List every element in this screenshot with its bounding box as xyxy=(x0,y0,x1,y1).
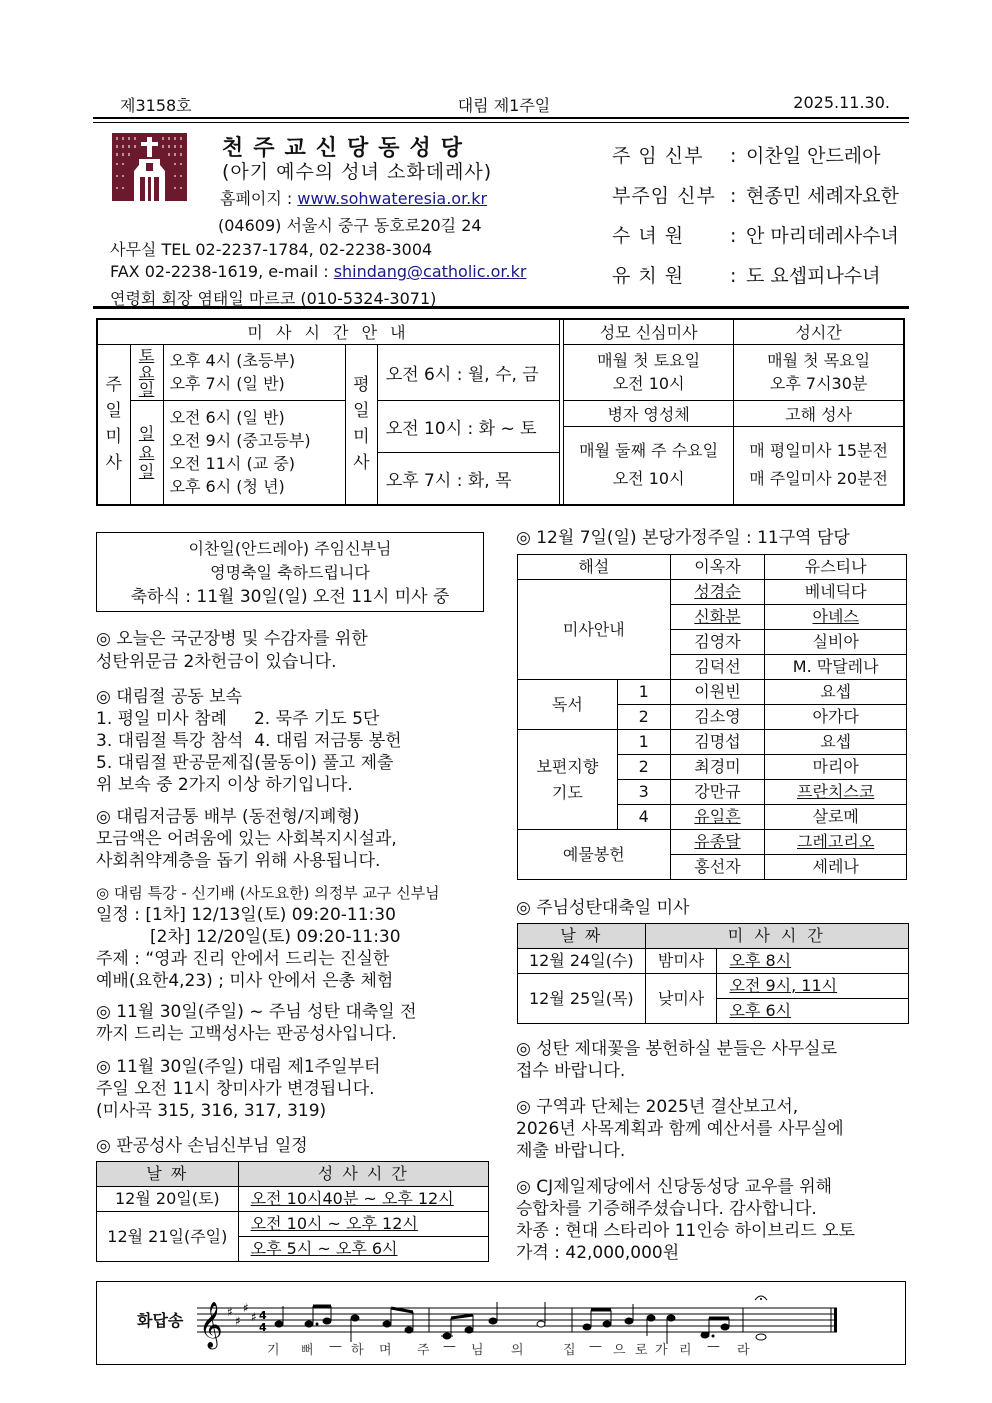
christmas-mass-type: 밤미사 xyxy=(645,949,717,974)
office-phone: 사무실 TEL 02-2237-1784, 02-2238-3004 xyxy=(110,240,433,259)
order-number: 2 xyxy=(617,755,670,780)
column-header: 날 짜 xyxy=(97,1162,239,1187)
christmas-mass-type: 낮미사 xyxy=(645,974,717,1024)
time-signature: 4 xyxy=(259,1309,267,1322)
lyric-syllable: 으 xyxy=(613,1343,626,1358)
christmas-mass-time: 오전 9시, 11시 xyxy=(717,974,909,999)
weekday-mass-time: 오전 10시 : 화 ~ 토 xyxy=(377,400,559,452)
marian-mass-info: 매월 첫 토요일 오전 10시 xyxy=(564,344,734,400)
lyric-syllable: 님 xyxy=(471,1343,484,1358)
staff-assistant-pastor: 부주임 신부 : 현종민 세례자요한 xyxy=(612,181,899,208)
weekday-mass-time: 오전 6시 : 월, 수, 금 xyxy=(377,344,559,400)
church-name: 천주교신당동성당 xyxy=(222,136,473,161)
church-logo-icon xyxy=(112,133,187,201)
staff-name: 이찬일 안드레아 xyxy=(746,145,881,167)
baptism-name: M. 막달레나 xyxy=(765,655,907,680)
lyric-syllable: 주 xyxy=(417,1343,430,1358)
holy-hour-title: 성시간 xyxy=(734,319,904,344)
notice-advent-penance: ◎ 대림절 공동 보속 1. 평일 미사 참례 2. 묵주 기도 5단 3. 대림절 특강 참석 4. 대림 저금통 봉헌 5. 대림절 판공문제집(물동이) 풀고 제출 위 보속 중 2가지 이상 하기입니다. xyxy=(96,687,402,795)
member-name: 김영자 xyxy=(670,630,765,655)
role-cell: 예물봉헌 xyxy=(518,830,671,880)
baptism-name: 요셉 xyxy=(765,680,907,705)
baptism-name: 실비아 xyxy=(765,630,907,655)
lyric-syllable: — xyxy=(443,1339,456,1354)
notice-advent-coin-bank: ◎ 대림저금통 배부 (동전형/지폐형) 모금액은 어려움에 있는 사회복지시설과, 사회취약계층을 돕기 위해 사용됩니다. xyxy=(96,807,397,871)
member-name: 김명섭 xyxy=(670,730,765,755)
table-row xyxy=(518,974,909,999)
member-name: 홍선자 xyxy=(670,855,765,880)
order-number: 1 xyxy=(617,680,670,705)
funeral-council-contact: 연령회 회장 염태일 마르코 (010-5324-3071) xyxy=(110,289,437,308)
order-number: 1 xyxy=(617,730,670,755)
time-signature: 4 xyxy=(259,1321,267,1334)
member-name: 유일흔 xyxy=(670,805,765,830)
member-name: 성경순 xyxy=(670,580,765,605)
mass-time: 오전 9시 (중고등부) xyxy=(169,431,311,451)
staff-name: 현종민 세례자요한 xyxy=(746,185,899,207)
lyric-syllable: 집 xyxy=(563,1343,576,1358)
sunday-mass-times xyxy=(163,400,345,505)
confession-schedule-table xyxy=(96,1161,489,1262)
christmas-mass-time: 오후 8시 xyxy=(717,949,909,974)
staff-role: 수 녀 원 xyxy=(612,225,685,247)
table-row xyxy=(518,830,907,855)
treble-clef-icon: 𝄞 xyxy=(199,1302,223,1348)
baptism-name: 요셉 xyxy=(765,730,907,755)
member-name: 유종달 xyxy=(670,830,765,855)
mass-time: 오전 6시 (일 반) xyxy=(169,408,285,428)
baptism-name: 베네딕다 xyxy=(765,580,907,605)
liturgical-title: 대림 제1주일 xyxy=(457,96,551,115)
member-name: 이원빈 xyxy=(670,680,765,705)
mass-time: 오후 7시 (일 반) xyxy=(169,374,285,393)
notice-mass-setting-change: ◎ 11월 30일(주일) 대림 제1주일부터 주일 오전 11시 창미사가 변경됩니다. (미사곡 315, 316, 317, 319) xyxy=(96,1057,381,1121)
table-row xyxy=(518,555,907,580)
christmas-mass-table xyxy=(517,923,909,1024)
column-header: 미 사 시 간 xyxy=(645,924,908,949)
staff-name: 도 요셉피나수녀 xyxy=(746,265,881,287)
role-cell: 보편지향 기도 xyxy=(518,730,618,830)
role-cell: 독서 xyxy=(518,680,618,730)
mass-time: 오전 11시 (교 중) xyxy=(169,454,295,474)
mass-time: 오후 6시 (청 년) xyxy=(169,477,285,497)
baptism-name: 마리아 xyxy=(765,755,907,780)
sunday-day-label: 일 요 일 xyxy=(130,400,163,505)
christmas-mass-title: ◎ 주님성탄대축일 미사 xyxy=(516,898,690,918)
baptism-name: 세레나 xyxy=(765,855,907,880)
lyric-syllable: 며 xyxy=(379,1343,392,1358)
table-row xyxy=(518,730,907,755)
confession-time: 오전 10시 ~ 오후 12시 xyxy=(238,1212,488,1237)
notice-van-donation: ◎ CJ제일제당에서 신당동성당 교우를 위해 승합차를 기증해주셨습니다. 감사합니다. 차종 : 현대 스타리아 11인승 하이브리드 오토 가격 : 42,000,000원 xyxy=(516,1177,855,1263)
lyric-syllable: — xyxy=(707,1339,720,1354)
saturday-mass-times xyxy=(163,344,345,400)
email-link[interactable]: shindang@catholic.or.kr xyxy=(333,262,527,281)
church-patron: (아기 예수의 성녀 소화데레사) xyxy=(222,161,493,183)
baptism-name: 그레고리오 xyxy=(765,830,907,855)
notice-altar-flowers: ◎ 성탄 제대꽃을 봉헌하실 분들은 사무실로 접수 바랍니다. xyxy=(516,1039,838,1081)
feast-line: 이찬일(안드레아) 주임신부님 xyxy=(188,539,392,558)
confession-date: 12월 20일(토) xyxy=(97,1187,239,1212)
response-song-label: 화답송 xyxy=(137,1311,184,1330)
member-name: 강만규 xyxy=(670,780,765,805)
bulletin-date: 2025.11.30. xyxy=(793,93,890,112)
lyric-syllable: 리 xyxy=(679,1343,692,1358)
sick-communion-title: 병자 영성체 xyxy=(564,400,734,426)
confession-time: 오전 10시40분 ~ 오후 12시 xyxy=(238,1187,488,1212)
lyric-syllable: 라 xyxy=(737,1343,750,1358)
order-number: 3 xyxy=(617,780,670,805)
staff-role: 주 임 신부 xyxy=(612,145,704,167)
table-row xyxy=(518,580,907,605)
confession-info: 매 평일미사 15분전 매 주일미사 20분전 xyxy=(734,426,904,505)
bulletin-header xyxy=(100,88,908,114)
lyric-syllable: 로 xyxy=(635,1343,648,1358)
sharp-icon: ♯ xyxy=(251,1310,257,1324)
staff-name: 안 마리데레사수녀 xyxy=(746,225,899,247)
baptism-name: 아가다 xyxy=(765,705,907,730)
lyric-syllable: 뻐 xyxy=(301,1343,314,1358)
order-number: 2 xyxy=(617,705,670,730)
response-song-score xyxy=(96,1281,906,1365)
homepage-line xyxy=(220,186,487,209)
feast-line: 축하식 : 11월 30일(일) 오전 11시 미사 중 xyxy=(130,587,450,607)
confession-date: 12월 21일(주일) xyxy=(97,1212,239,1262)
sharp-icon: ♯ xyxy=(235,1314,241,1328)
lyric-syllable: 가 xyxy=(655,1343,668,1358)
notice-confession-period: ◎ 11월 30일(주일) ~ 주님 성탄 대축일 전 까지 드리는 고백성사는 판공성사입니다. xyxy=(96,1002,417,1044)
church-address: (04609) 서울시 중구 동호로20길 24 xyxy=(218,216,482,235)
member-name: 김덕선 xyxy=(670,655,765,680)
baptism-name: 살로메 xyxy=(765,805,907,830)
role-cell: 해설 xyxy=(518,555,671,580)
sharp-icon: ♯ xyxy=(243,1301,249,1315)
fax-email-line xyxy=(110,262,526,281)
feast-line: 영명축일 축하드립니다 xyxy=(210,563,370,582)
homepage-link[interactable]: www.sohwateresia.or.kr xyxy=(297,189,488,208)
christmas-mass-time: 오후 6시 xyxy=(717,999,909,1024)
member-name: 이옥자 xyxy=(670,555,765,580)
mass-time: 오후 4시 (초등부) xyxy=(169,351,296,370)
order-number: 4 xyxy=(617,805,670,830)
confession-schedule-title: ◎ 판공성사 손님신부님 일정 xyxy=(96,1136,308,1156)
mass-schedule-title: 미 사 시 간 안 내 xyxy=(97,319,560,344)
family-sunday-title: ◎ 12월 7일(일) 본당가정주일 : 11구역 담당 xyxy=(516,528,850,548)
sharp-icon: ♯ xyxy=(227,1305,233,1319)
lyric-syllable: 의 xyxy=(511,1343,524,1358)
christmas-date: 12월 25일(목) xyxy=(518,974,646,1024)
marian-mass-title: 성모 신심미사 xyxy=(564,319,734,344)
member-name: 최경미 xyxy=(670,755,765,780)
lyric-syllable: — xyxy=(589,1339,602,1354)
baptism-name: 아녜스 xyxy=(765,605,907,630)
staff-pastor: 주 임 신부 : 이찬일 안드레아 xyxy=(612,141,881,168)
staff-role: 부주임 신부 xyxy=(612,185,716,207)
confession-title: 고해 성사 xyxy=(734,400,904,426)
table-row xyxy=(518,680,907,705)
notice-christmas-collection: ◎ 오늘은 국군장병 및 수감자를 위한 성탄위문금 2차헌금이 있습니다. xyxy=(96,629,368,672)
mass-schedule-table xyxy=(96,318,905,506)
baptism-name: 유스티나 xyxy=(765,555,907,580)
column-header: 성 사 시 간 xyxy=(238,1162,488,1187)
notice-advent-lecture: ◎ 대림 특강 - 신기배 (사도요한) 의정부 교구 신부님 일정 : [1차] 12/13일(토) 09:20-11:30 [2차] 12/20일(토) 09:20-11:30 주제 : “영과 진리 안에서 드리는 진실한 예배(요한4,23) ; 미사 안에서 은총 체험 xyxy=(96,884,440,991)
staff-convent: 수 녀 원 : 안 마리데레사수녀 xyxy=(612,221,899,248)
weekday-mass-label: 평 일 미 사 xyxy=(345,344,377,505)
fax-label: FAX 02-2238-1619, e-mail : xyxy=(110,262,334,281)
staff-kindergarten: 유 치 원 : 도 요셉피나수녀 xyxy=(612,261,881,288)
holy-hour-info: 매월 첫 목요일 오후 7시30분 xyxy=(734,344,904,400)
header-divider xyxy=(93,117,909,123)
issue-number: 제3158호 xyxy=(120,96,192,115)
staff-role: 유 치 원 xyxy=(612,265,685,287)
christmas-date: 12월 24일(수) xyxy=(518,949,646,974)
saturday-label: 토 요 일 xyxy=(130,344,163,400)
confession-time: 오후 5시 ~ 오후 6시 xyxy=(238,1237,488,1262)
sick-communion-info: 매월 둘째 주 수요일 오전 10시 xyxy=(564,426,734,505)
table-row xyxy=(97,1212,489,1237)
lyric-syllable: 기 xyxy=(267,1343,280,1358)
lyric-syllable: 하 xyxy=(351,1343,364,1358)
table-row xyxy=(97,1187,489,1212)
sunday-mass-label: 주 일 미 사 xyxy=(97,344,130,505)
weekday-mass-time: 오후 7시 : 화, 목 xyxy=(377,452,559,505)
family-sunday-table xyxy=(517,554,907,880)
table-row xyxy=(518,949,909,974)
feast-day-notice xyxy=(96,532,484,612)
baptism-name: 프란치스코 xyxy=(765,780,907,805)
section-divider xyxy=(93,306,909,309)
lyric-syllable: — xyxy=(329,1339,342,1354)
member-name: 김소영 xyxy=(670,705,765,730)
homepage-label: 홈페이지 : xyxy=(220,189,298,208)
role-cell: 미사안내 xyxy=(518,580,671,680)
column-header: 날 짜 xyxy=(518,924,646,949)
notice-budget-submission: ◎ 구역과 단체는 2025년 결산보고서, 2026년 사목계획과 함께 예산서를 사무실에 제출 바랍니다. xyxy=(516,1097,844,1161)
member-name: 신화분 xyxy=(670,605,765,630)
